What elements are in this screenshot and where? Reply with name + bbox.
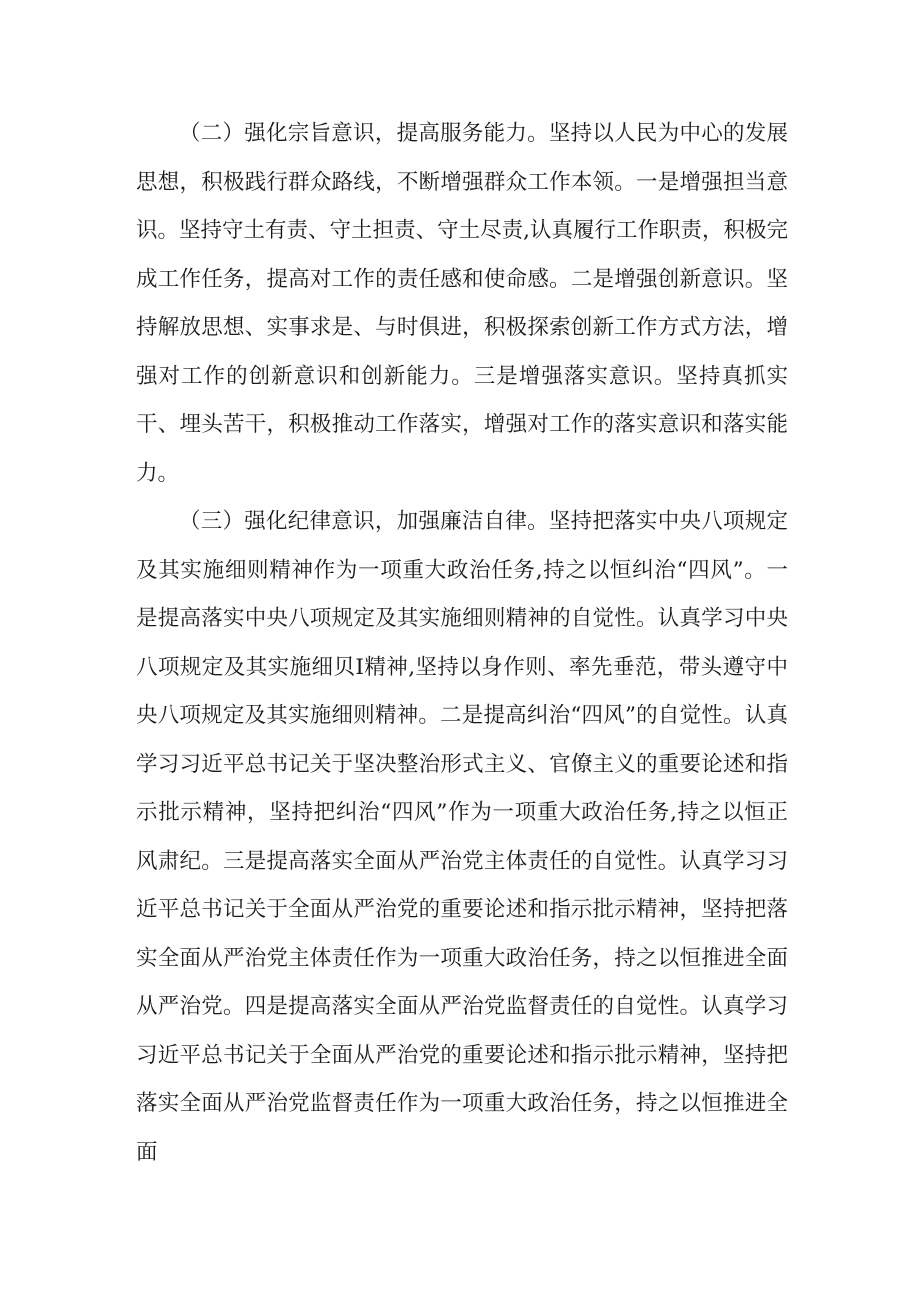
paragraph-3: （三）强化纪律意识，加强廉洁自律。坚持把落实中央八项规定及其实施细则精神作为一项重大政治任务,持之以恒纠治“四风”。一是提高落实中央八项规定及其实施细则精神的自觉性。认真学习中央八项规定及其实施细贝I精神,坚持以身作则、率先垂范，带头遵守中央八项规定及其实施细则精神。二是提高纠治“四风”的自觉性。认真学习习近平总书记关于坚决整治形式主义、官僚主义的重要论述和指示批示精神，坚持把纠治“四风”作为一项重大政治任务,持之以恒正风肃纪。三是提高落实全面从严治党主体责任的自觉性。认真学习习近平总书记关于全面从严治党的重要论述和指示批示精神，坚持把落实全面从严治党主体责任作为一项重大政治任务，持之以恒推进全面从严治党。四是提高落实全面从严治党监督责任的自觉性。认真学习习近平总书记关于全面从严治党的重要论述和指示批示精神，坚持把落实全面从严治党监督责任作为一项重大政治任务，持之以恒推进全面 — [136, 509, 788, 1165]
paragraph-2: （二）强化宗旨意识，提高服务能力。坚持以人民为中心的发展思想，积极践行群众路线，不断增强群众工作本领。一是增强担当意识。坚持守土有责、守土担责、守土尽责,认真履行工作职责，积极完成工作任务，提高对工作的责任感和使命感。二是增强创新意识。坚持解放思想、实事求是、与时俱进，积极探索创新工作方式方法，增强对工作的创新意识和创新能力。三是增强落实意识。坚持真抓实干、埋头苦干，积极推动工作落实，增强对工作的落实意识和落实能力。 — [136, 121, 788, 486]
document-body — [136, 110, 788, 1177]
